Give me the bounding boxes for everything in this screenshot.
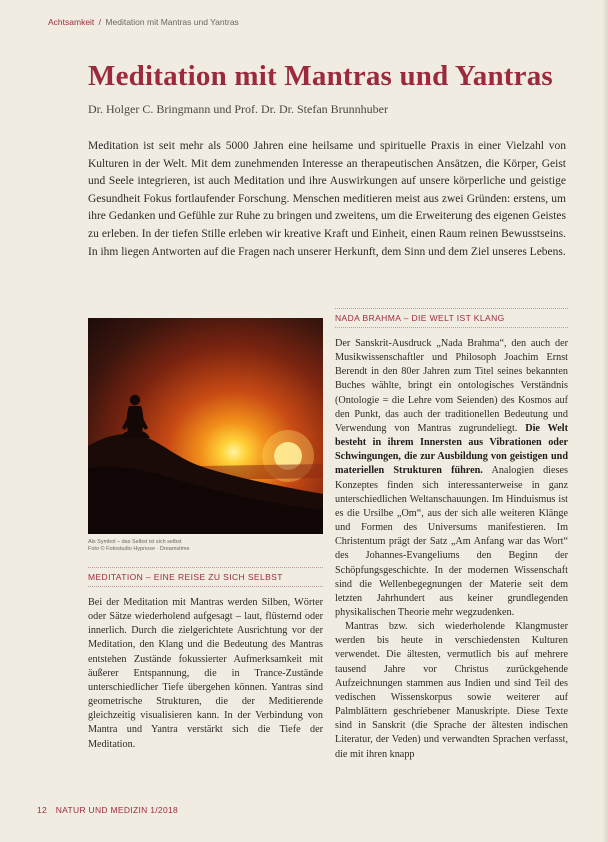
breadcrumb-separator: / [98, 17, 102, 27]
section-body-nada-brahma [335, 337, 568, 762]
breadcrumb-topic: Meditation mit Mantras und Yantras [105, 17, 239, 27]
breadcrumb [48, 17, 239, 27]
breadcrumb-section: Achtsamkeit [48, 17, 95, 27]
photo-caption [88, 539, 323, 553]
page-footer [37, 805, 178, 815]
photo-illustration [88, 318, 323, 534]
page-number: 12 [37, 805, 48, 815]
right-column [335, 308, 568, 762]
left-column [88, 318, 323, 752]
paragraph-text: Der Sanskrit-Ausdruck „Nada Brahma“, den auch der Musikwissenschaftler und Philosoph Joachim Ernst Berendt in den 80er Jahren zum Titel seines bekannten Buches wählte, bringt ein ontologisches Verständnis (Ontologie = die Lehre vom Seienden) des Kosmos auf den Punkt, das auch der traditionellen Bedeutung und Verwendung von Mantras zugrundeliegt. [335, 338, 568, 434]
section-paragraph: Mantras bzw. sich wiederholende Klangmuster werden bis heute in verschiedensten Kulturen verwendet. Die ältesten, vermutlich bis auf mehrere tausend Jahre vor Christus zurückgehende Aufzeichnungen stammen aus Indien und sind Teil des vedischen Wissenskorpus sowie weiterer auf Palmblättern geschriebener Manuskripte. Diese Texte sind in Sanskrit (die Sprache der ältesten indischen Literatur, der Veden) und verwandten Sprachen verfasst, die mit ihren knapp [335, 621, 568, 760]
photo-caption-line: Als Symbol – das Selbst ist sich selbst [88, 539, 182, 545]
meditation-sunset-photo [88, 318, 323, 534]
photo-credit-line: Foto © Fotostudio Hypnose · Dreamstime [88, 546, 190, 552]
section-heading-meditation: MEDITATION – EINE REISE ZU SICH SELBST [88, 567, 323, 587]
paragraph-text: Analogien dieses Konzeptes finden sich interessanterweise in ganz unterschiedlichen Weltanschauungen. Im Hinduismus ist es die Ursilbe „Om“, aus der sich alle weiteren Klänge und Formen des Universums manifestieren. Im Christentum prägt der Satz „Am Anfang war das Wort“ des Johannes-Evangeliums den Beginn der Schöpfungsgeschichte. In der modernen Wissenschaft sind die Wellenbegegnungen der Materie seit dem letzten Jahrhundert aus keiner grundlegenden physikalischen Theorie mehr wegzudenken. [335, 465, 568, 618]
section-paragraph: Bei der Meditation mit Mantras werden Silben, Wörter oder Sätze wiederholend aufgesagt – laut, flüsternd oder innerlich. Durch die zielgerichtete Ausrichtung vor der Meditation, den Klang und die Bedeutung des Mantras entstehen Zustände fokussierter Aufmerksamkeit mit äußerer Entspannung, die in Trance-Zustände unterschiedlicher Tiefe übergehen können. Yantras sind geometrische Strukturen, die der Meditierende gleichzeitig visualisieren kann. In der Verbindung von Mantra und Yantra verstärkt sich die Tiefe der Meditation. [88, 597, 323, 750]
section-paragraph [335, 337, 568, 620]
article-intro: Meditation ist seit mehr als 5000 Jahren eine heilsame und spirituelle Praxis in einer Vielzahl von Kulturen in der Welt. Mit dem zunehmenden Interesse an therapeutischen Ansätzen, die Körper, Geist und Seele integrieren, ist auch Meditation und ihre Auswirkungen auf unsere körperliche und geistige Gesundheit Fokus fortlaufender Forschung. Menschen meditieren meist aus zwei Gründen: erstens, um ihre Gedanken und Gefühle zur Ruhe zu bringen und zweitens, um die Erweiterung des eigenen Geistes zu erleben. In der tiefen Stille erleben wir kreative Kraft und Einheit, einen Raum reinen Bewusstseins. In ihm liegen Antworten auf die Fragen nach unserer Herkunft, dem Sinn und dem Ziel unseres Lebens. [88, 140, 566, 258]
page-edge [602, 0, 608, 842]
section-body-meditation [88, 596, 323, 752]
highlighted-text: Die Welt besteht in ihrem Innersten aus Vibrationen oder Schwingungen, die zur Ausbildung von geistigen und materiellen Strukturen führen. [335, 422, 568, 477]
article-authors: Dr. Holger C. Bringmann und Prof. Dr. Dr. Stefan Brunnhuber [88, 102, 388, 116]
article-title: Meditation mit Mantras und Yantras [88, 60, 553, 92]
section-heading-nada-brahma: NADA BRAHMA – DIE WELT IST KLANG [335, 308, 568, 328]
publication-name: NATUR UND MEDIZIN 1/2018 [55, 805, 179, 815]
